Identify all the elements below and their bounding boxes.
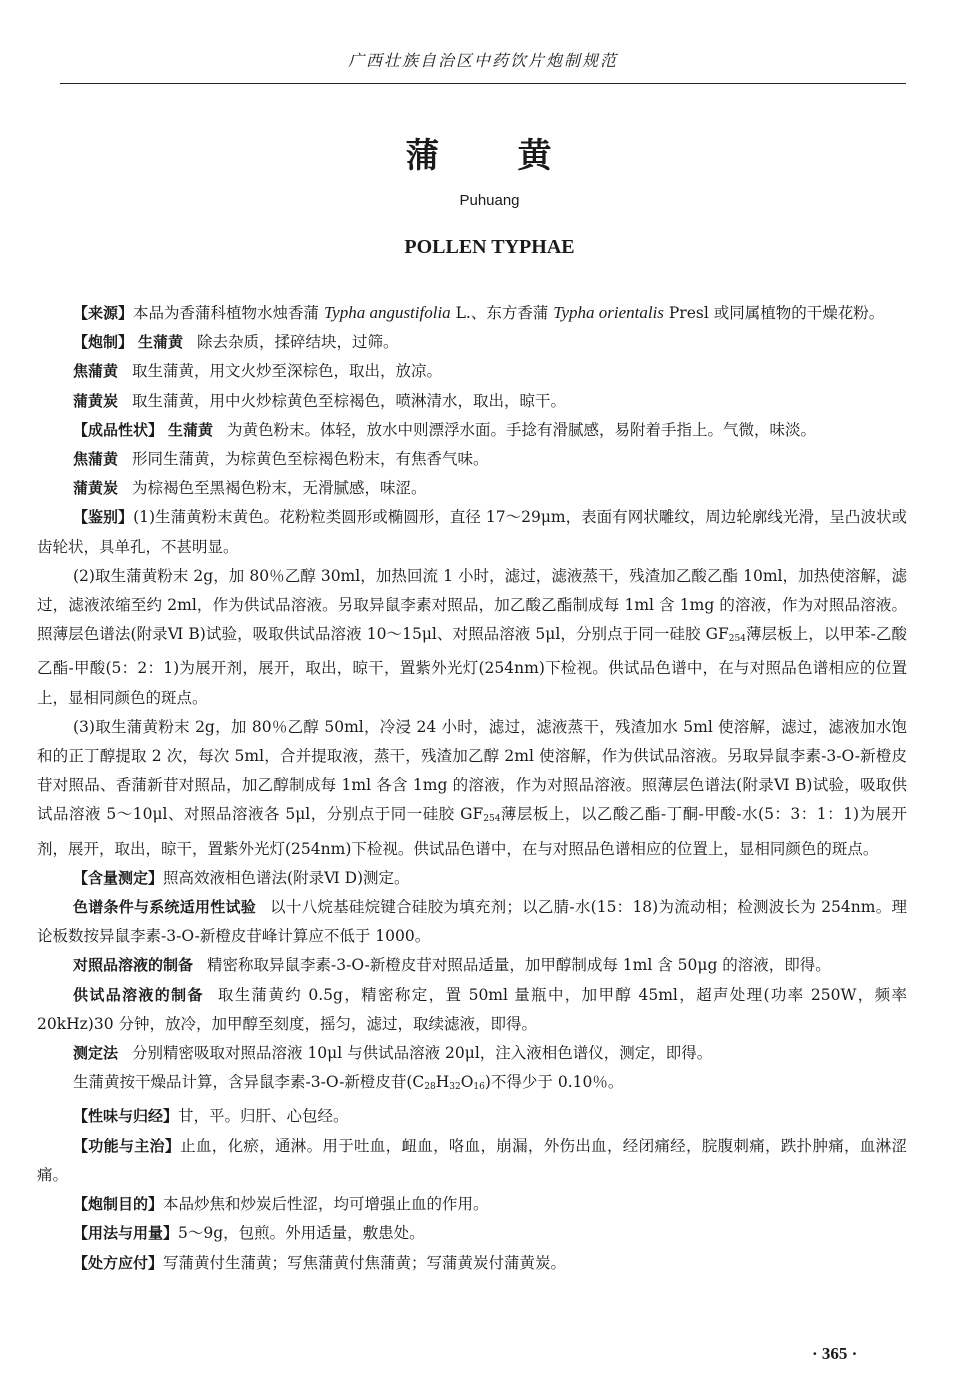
species-name: Typha angustifolia bbox=[323, 303, 451, 322]
processing-paragraph: 【炮制】 生蒲黄 除去杂质，揉碎结块，过筛。 bbox=[73, 333, 399, 352]
prescription-paragraph: 【处方应付】写蒲黄付生蒲黄；写焦蒲黄付焦蒲黄；写蒲黄炭付蒲黄炭。 bbox=[73, 1253, 567, 1272]
processing-paragraph: 蒲黄炭 取生蒲黄，用中火炒棕黄色至棕褐色，喷淋清水，取出，晾干。 bbox=[73, 391, 567, 410]
identification-paragraph: (2)取生蒲黄粉末 2g，加 80％乙醇 30ml，加热回流 1 小时，滤过，滤液蒸干，残渣加乙酸乙酯 10ml，加热使溶解，滤过，滤液浓缩至约 2ml，作为供试品溶液。另取异鼠李素对照品，加乙酸乙酯制成每 1ml 含 1mg 的溶液，作为对照品溶液。照薄层色谱法(附录Ⅵ B)试验，吸取供试品溶液 10～15μl、对照品溶液 5μl，分别点于同一硅胶 $GF_{254}$薄层板上，以甲苯-乙酸乙酯-甲酸(5：2：1)为展开剂，展开，取出，晾干，置紫外光灯(254nm)下检视。供试品色谱中，在与对照品色谱相应的位置上，显相同颜色的斑点。 bbox=[37, 566, 907, 707]
monograph-body bbox=[37, 298, 907, 1278]
section-label: 【成品性状】 bbox=[73, 420, 164, 439]
species-name: Typha orientalis bbox=[553, 303, 664, 322]
identification-paragraph: 【鉴别】(1)生蒲黄粉末黄色。花粉粒类圆形或椭圆形，直径 17～29μm，表面有网状雕纹，周边轮廓线光滑，呈凸波状或齿轮状，具单孔，不甚明显。 bbox=[37, 508, 907, 556]
item-name: 测定法 bbox=[73, 1044, 119, 1063]
section-label: 【功能与主治】 bbox=[73, 1136, 181, 1155]
characteristics-paragraph: 蒲黄炭 为棕褐色至黑褐色粉末，无滑腻感，味涩。 bbox=[73, 479, 427, 498]
item-name: 对照品溶液的制备 bbox=[73, 956, 194, 975]
item-name: 供试品溶液的制备 bbox=[73, 985, 204, 1004]
section-label: 【来源】 bbox=[73, 304, 134, 322]
item-name: 生蒲黄 bbox=[137, 333, 183, 352]
page-number: · 365 · bbox=[812, 1344, 858, 1363]
assay-paragraph: 【含量测定】照高效液相色谱法(附录Ⅵ D)测定。 bbox=[73, 868, 410, 887]
purpose-paragraph: 【炮制目的】本品炒焦和炒炭后性涩，均可增强止血的作用。 bbox=[73, 1195, 489, 1214]
section-label: 【含量测定】 bbox=[73, 868, 164, 887]
section-label: 【鉴别】 bbox=[73, 508, 134, 527]
latin-name: POLLEN TYPHAE bbox=[404, 236, 575, 258]
source-paragraph: 【来源】本品为香蒲科植物水烛香蒲 Typha angustifolia L.、东方香蒲 Typha orientalis Presl 或同属植物的干燥花粉。 bbox=[73, 303, 885, 322]
usage-paragraph: 【用法与用量】5～9g，包煎。外用适量，敷患处。 bbox=[73, 1224, 425, 1243]
processing-paragraph: 焦蒲黄 取生蒲黄，用文火炒至深棕色，取出，放凉。 bbox=[73, 362, 443, 381]
item-name: 蒲黄炭 bbox=[73, 479, 119, 498]
section-label: 【处方应付】 bbox=[73, 1253, 164, 1272]
nature-paragraph: 【性味与归经】甘，平。归肝、心包经。 bbox=[73, 1107, 349, 1126]
functions-paragraph: 【功能与主治】止血，化瘀，通淋。用于吐血，衄血，咯血，崩漏，外伤出血，经闭痛经，脘腹刺痛，跌扑肿痛，血淋涩痛。 bbox=[37, 1136, 907, 1184]
section-label: 【用法与用量】 bbox=[73, 1224, 179, 1243]
item-name: 生蒲黄 bbox=[167, 420, 213, 439]
item-name: 色谱条件与系统适用性试验 bbox=[73, 898, 257, 917]
pinyin-name: Puhuang bbox=[459, 192, 520, 209]
section-label: 【炮制目的】 bbox=[73, 1195, 164, 1214]
assay-paragraph: 色谱条件与系统适用性试验 以十八烷基硅烷键合硅胶为填充剂；以乙腈-水(15：18)为流动相；检测波长为 254nm。理论板数按异鼠李素-3-O-新橙皮苷峰计算应不低于 1000。 bbox=[37, 898, 907, 946]
section-label: 【性味与归经】 bbox=[73, 1107, 179, 1126]
monograph-title: 蒲 黄 bbox=[405, 136, 574, 176]
assay-paragraph: 供试品溶液的制备 取生蒲黄约 0.5g，精密称定，置 50ml 量瓶中，加甲醇 45ml，超声处理(功率 250W，频率 20kHz)30 分钟，放冷，加甲醇至刻度，摇匀，滤过，取续滤液，即得。 bbox=[37, 985, 907, 1033]
assay-paragraph: 对照品溶液的制备 精密称取异鼠李素-3-O-新橙皮苷对照品适量，加甲醇制成每 1ml 含 50μg 的溶液，即得。 bbox=[73, 956, 831, 975]
characteristics-paragraph: 【成品性状】 生蒲黄 为黄色粉末。体轻，放水中则漂浮水面。手捻有滑腻感，易附着手指上。气微，味淡。 bbox=[73, 420, 816, 439]
characteristics-paragraph: 焦蒲黄 形同生蒲黄，为棕黄色至棕褐色粉末，有焦香气味。 bbox=[73, 450, 489, 469]
identification-paragraph: (3)取生蒲黄粉末 2g，加 80％乙醇 50ml，冷浸 24 小时，滤过，滤液蒸干，残渣加水 5ml 使溶解，滤过，滤液加水饱和的正丁醇提取 2 次，每次 5ml，合并提取液，蒸干，残渣加乙醇 2ml 使溶解，作为供试品溶液。另取异鼠李素-3-O-新橙皮苷对照品、香蒲新苷对照品，加乙醇制成每 1ml 各含 1mg 的溶液，作为对照品溶液。照薄层色谱法(附录Ⅵ B)试验，吸取供试品溶液 5～10μl、对照品溶液各 5μl，分别点于同一硅胶 $GF_{254}$薄层板上，以乙酸乙酯-丁酮-甲酸-水(5：3：1：1)为展开剂，展开，取出，晾干，置紫外光灯(254nm)下检视。供试品色谱中，在与对照品色谱相应的位置上，显相同颜色的斑点。 bbox=[37, 717, 907, 858]
running-header: 广西壮族自治区中药饮片炮制规范 bbox=[347, 51, 618, 70]
assay-paragraph: 测定法 分别精密吸取对照品溶液 10μl 与供试品溶液 20μl，注入液相色谱仪，测定，即得。 bbox=[73, 1044, 713, 1063]
section-label: 【炮制】 bbox=[73, 333, 134, 352]
item-name: 蒲黄炭 bbox=[73, 391, 119, 410]
item-name: 焦蒲黄 bbox=[73, 362, 119, 381]
assay-limit: 生蒲黄按干燥品计算，含异鼠李素-3-O-新橙皮苷$(C_{28}H_{32}O_{16})$不得少于 0.10％。 bbox=[73, 1073, 624, 1093]
item-name: 焦蒲黄 bbox=[73, 450, 119, 469]
header-rule bbox=[60, 83, 906, 84]
